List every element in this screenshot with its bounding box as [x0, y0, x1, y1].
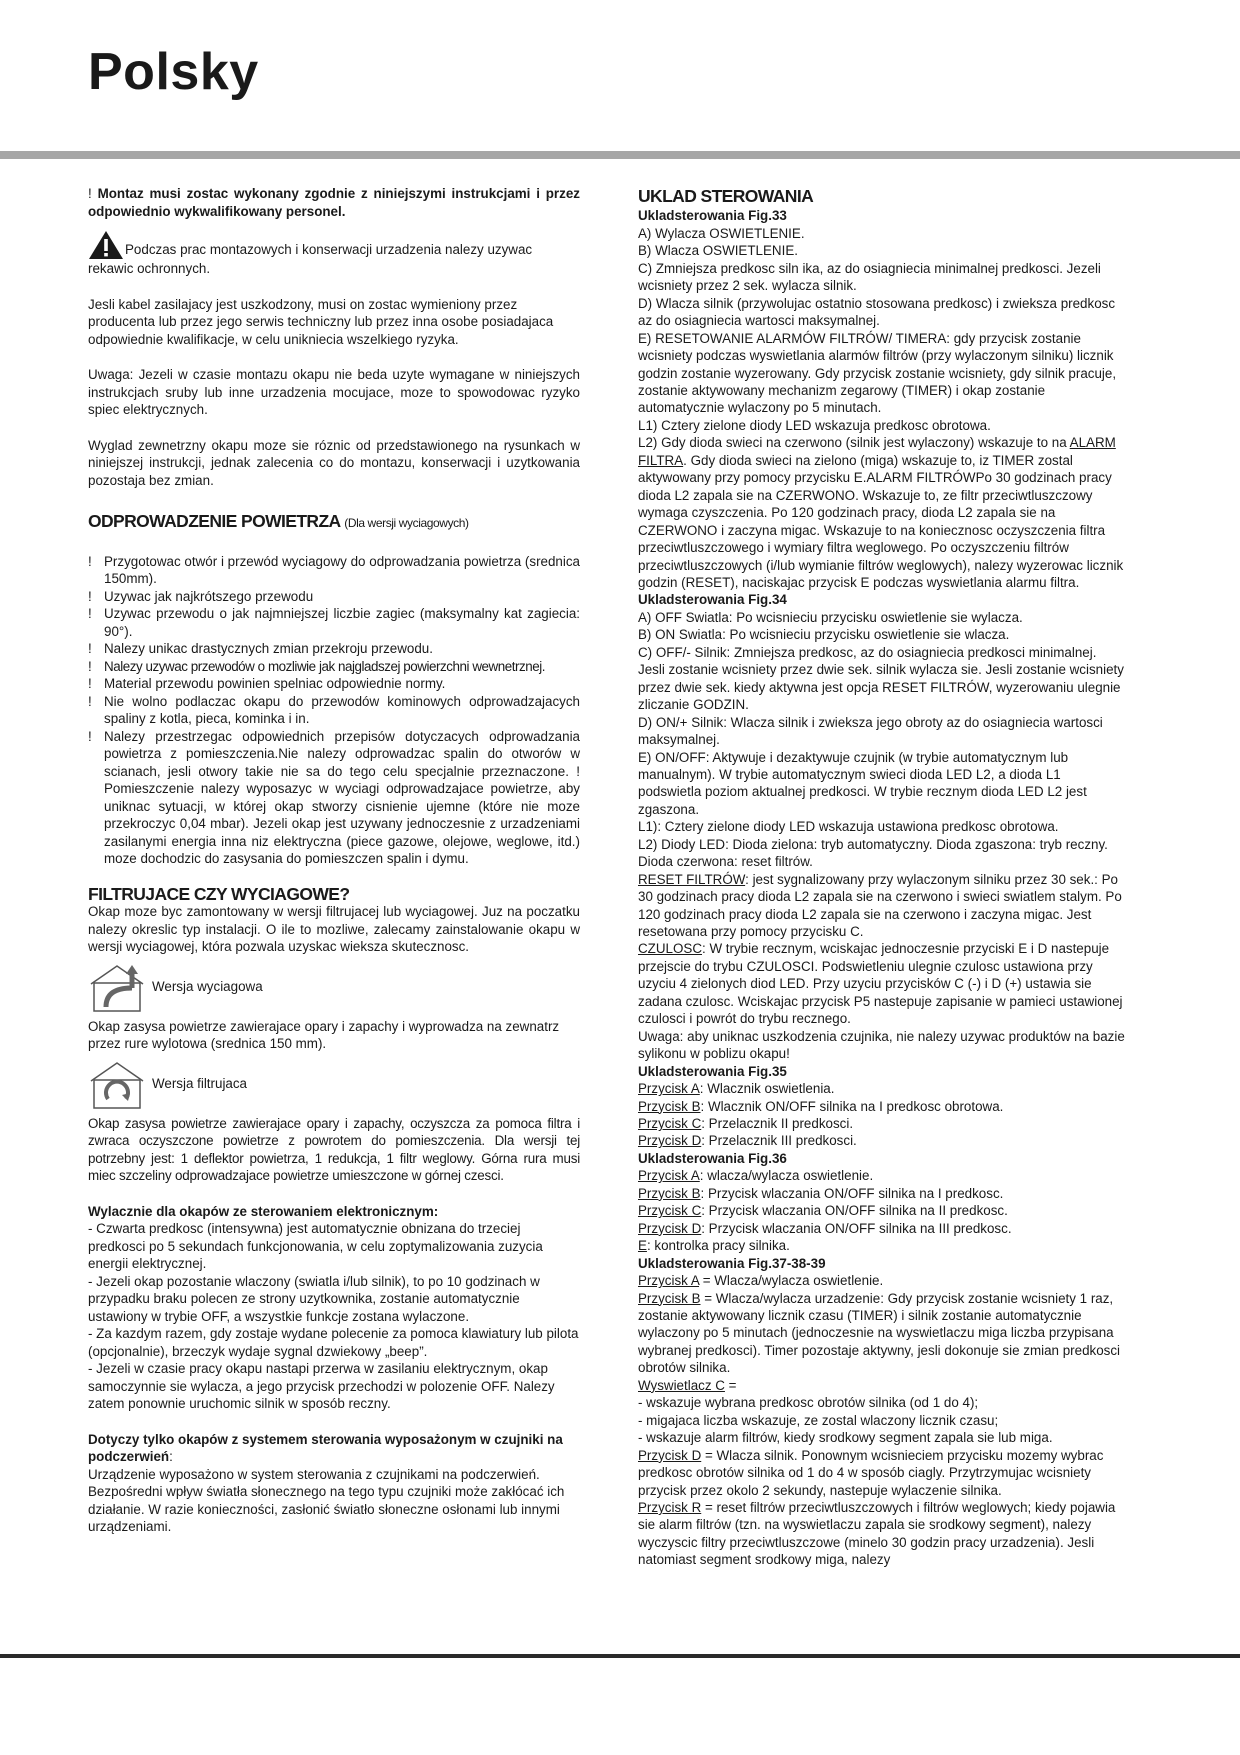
czulosc-term: CZULOSC	[638, 941, 702, 957]
fig33-line: B) Wlacza OSWIETLENIE.	[638, 243, 798, 259]
fig37-display-line: - migajaca liczba wskazuje, ze zostal wlaczony licznik czasu;	[638, 1412, 999, 1428]
list-item: ! Nalezy uzywac przewodów o mozliwie jak najgladszej powierzchni wewnetrznej.	[88, 658, 580, 676]
fig34-reset: RESET FILTRÓW: jest sygnalizowany przy wylaczonym silniku przez 30 sek.: Po 30 godzinach pracy dioda L2 zapala sie na czerwono i swieci swiatlem stalym. Po 120 godzinach pracy dioda L2 zapala sie na czerwono i zaczyna migac. Jest resetowana przy pomocy przycisku C.	[638, 871, 1122, 940]
list-item: ! Nalezy unikac drastycznych zmian przekroju przewodu.	[88, 640, 580, 658]
fig35-item: Przycisk A: Wlacznik oswietlenia.	[638, 1081, 835, 1097]
gloves-warning-text: Podczas prac montazowych i konserwacji urzadzenia nalezy uzywac rekawic ochronnych.	[88, 242, 533, 276]
fig33-line: E) RESETOWANIE ALARMÓW FILTRÓW/ TIMERA: gdy przycisk zostanie wcisniety podczas wyswietlania alarmów filtrów (przy wylaczonym silniku) licznik godzin zostanie wyzerowany. Gdy przycisk zostanie wcisniety, gdy silnik pracuje, zostanie aktywowany mechanizm zegarowy (TIMER) i okap zostanie automatycznie wylaczony po 5 minutach.	[638, 330, 1117, 416]
list-item: ! Przygotowac otwór i przewód wyciagowy do odprowadzania powietrza (srednica 150mm).	[88, 553, 580, 588]
list-item: ! Uzywac przewodu o jak najmniejszej liczbie zagiec (maksymalny kat zagiecia: 90°).	[88, 605, 580, 640]
fig33-line: A) Wylacza OSWIETLENIE.	[638, 225, 805, 241]
exhaust-house-icon	[88, 962, 146, 1012]
air-extraction-heading: ODPROWADZENIE POWIETRZA (Dla wersji wyciagowych)	[88, 511, 469, 531]
bottom-divider	[0, 1654, 1240, 1658]
fig33-line: D) Wlacza silnik (przywolujac ostatnio stosowana predkosc) i zwieksza predkosc az do osiagniecia wartosci maksymalnej.	[638, 295, 1116, 329]
electronic-line: - Jezeli w czasie pracy okapu nastapi przerwa w zasilaniu elektrycznym, okap samoczynnie sie wylacza, a jego przycisk przechodzi w polozenie OFF. Nalezy zatem ponownie uruchomic silnik w sposób reczny.	[88, 1361, 555, 1411]
fig34-line: E) ON/OFF: Aktywuje i dezaktywuje czujnik (w trybie automatycznym lub manualnym). W trybie automatycznym swieci dioda LED L2, a dioda L1 podswietla poziom aktualnej predkosci. W trybie recznym dioda LED L2 jest zgaszona.	[638, 749, 1087, 817]
reset-filtrow-term: RESET FILTRÓW	[638, 871, 746, 887]
fig37-title: Ukladsterowania Fig.37-38-39	[638, 1255, 826, 1271]
fig37-a: Przycisk A = Wlacza/wylacza oswietlenie.	[638, 1273, 884, 1289]
controls-heading: UKLAD STEROWANIA	[638, 186, 814, 206]
electronic-line: - Czwarta predkosc (intensywna) jest automatycznie obnizana do trzeciej predkosci po 5 sekundach funkcjonowania, w celu zoptymalizowania zuzycia energii elektrycznej.	[88, 1221, 543, 1271]
fig35-item: Przycisk B: Wlacznik ON/OFF silnika na I predkosc obrotowa.	[638, 1098, 1004, 1114]
filtering-paragraph: Okap zasysa powietrze zawierajace opary i zapachy, oczyszcza za pomoca filtra i zwraca oczyszczone powietrze z powrotem do pomieszczenia. Dla wersji tej potrzebny jest: 1 deflektor powietrza, 1 redukcja, 1 filtr weglowy. Górna rura musi miec szczeliny odprowadzajace powietrze umieszczone w górnej czesci.	[88, 1115, 580, 1183]
intro-bold-text: Montaz musi zostac wykonany zgodnie z niniejszymi instrukcjami i przez odpowiednio wykwalifikowany personel.	[88, 186, 580, 219]
recirculation-house-icon	[88, 1059, 146, 1109]
filter-or-exhaust-heading: FILTRUJACE CZY WYCIAGOWE?	[88, 883, 350, 904]
electronic-line: - Jezeli okap pozostanie wlaczony (swiatla i/lub silnik), to po 10 godzinach w przypadku braku polecen ze strony uzytkownika, zostanie automatycznie ustawiony w trybie OFF, a wszystkie funkcje zostana wylaczone.	[88, 1273, 540, 1324]
electronic-heading: Wylacznie dla okapów ze sterowaniem elektronicznym:	[88, 1203, 439, 1219]
fig36-item: Przycisk B: Przycisk wlaczania ON/OFF silnika na I predkosc.	[638, 1185, 1004, 1201]
fig36-item: Przycisk D: Przycisk wlaczania ON/OFF silnika na III predkosc.	[638, 1220, 1012, 1236]
right-column	[638, 188, 1126, 1569]
fig37-r: Przycisk R = reset filtrów przeciwtluszczowych i filtrów weglowych; kiedy pojawia sie alarm filtrów (tzn. na wyswietlaczu zapala sie srodkowy segment), nalezy wyczyscic filtry przeciwtluszczowe (minelo 30 godzin pracy urzadzenia). Jesli natomiast segment srodkowy miga, nalezy	[638, 1499, 1116, 1568]
fig36-item: Przycisk A: wlacza/wylacza oswietlenie.	[638, 1168, 874, 1184]
filter-or-exhaust-paragraph: Okap moze byc zamontowany w wersji filtrujacej lub wyciagowej. Juz na poczatku nalezy okreslic typ instalacji. O ile to mozliwe, zalecamy zainstalowanie okapu w wersji wyciagowej, która pozwala uzyskac wieksza skutecznosc.	[88, 904, 580, 954]
fig34-line: A) OFF Swiatla: Po wcisnieciu przycisku oswietlenie sie wylacza.	[638, 609, 1023, 625]
fig37-display-line: - wskazuje alarm filtrów, kiedy srodkowy segment zapala sie lub miga.	[638, 1430, 1053, 1446]
fig33-line: C) Zmniejsza predkosc siln ika, az do osiagniecia minimalnej predkosci. Jezeli wcisniety przez 2 sek. wylacza silnik.	[638, 260, 1101, 294]
cable-paragraph: Jesli kabel zasilajacy jest uszkodzony, musi on zostac wymieniony przez producenta lub przez jego serwis techniczny lub przez inna osobe posiadajaca odpowiednie kwalifikacje, w celu unikniecia wszelkiego ryzyka.	[88, 296, 554, 347]
note-paragraph: Uwaga: Jezeli w czasie montazu okapu nie beda uzyte wymagane w niniejszych instrukcjach sruby lub inne urzadzenia mocujace, moze to spowodowac ryzyko spiec elektrycznych.	[88, 367, 580, 417]
exhaust-version-figure	[88, 962, 580, 1012]
fig36-item: E: kontrolka pracy silnika.	[638, 1238, 790, 1254]
fig33-title: Ukladsterowania Fig.33	[638, 208, 787, 224]
fig35-item: Przycisk C: Przelacznik II predkosci.	[638, 1116, 854, 1132]
intro-bang: !	[88, 186, 92, 201]
list-item: ! Nie wolno podlaczac okapu do przewodów kominowych odprowadzajacych spaliny z kotla, pieca, kominka i in.	[88, 693, 580, 728]
air-extraction-list	[88, 553, 580, 868]
top-divider	[0, 151, 1240, 159]
gloves-warning	[88, 230, 580, 278]
alarm-filtra-term: ALARM FILTRA	[638, 435, 1116, 468]
fig34-line: B) ON Swiatla: Po wcisnieciu przycisku oswietlenie sie wlacza.	[638, 627, 1010, 643]
fig36-title: Ukladsterowania Fig.36	[638, 1150, 787, 1166]
fig34-czulosc: CZULOSC: W trybie recznym, wciskajac jednoczesnie przyciski E i D nastepuje przejscie do trybu CZULOSCI. Podswietleniu ulegnie czulosc ustawiona przy uzyciu 4 zielonych diod LED. Przy uzyciu przycisków C (-) i D (+) ustawia sie zadana czulosc. Wciskajac przycisk P5 nastepuje zapisanie w pamieci ustawionej czulosci i powrót do trybu recznego.	[638, 941, 1123, 1027]
electronic-line: - Za kazdym razem, gdy zostaje wydane polecenie za pomoca klawiatury lub pilota (opcjonalnie), brzeczyk wydaje sygnal dzwiekowy „beep”.	[88, 1326, 579, 1359]
left-column	[88, 185, 580, 1536]
intro-warning	[88, 185, 580, 220]
fig34-uwaga: Uwaga: aby uniknac uszkodzenia czujnika, nie nalezy uzywac produktów na bazie sylikonu w poblizu okapu!	[638, 1028, 1125, 1062]
fig37-d: Przycisk D = Wlacza silnik. Ponownym wcisnieciem przycisku mozemy wybrac predkosc obrotów silnika od 1 do 4 w sposób ciagly. Przytrzymujac wcisniety przycisk przez okolo 2 sekundy, nastepuje wylaczenie silnika.	[638, 1447, 1104, 1498]
fig37-display: Wyswietlacz C =	[638, 1377, 737, 1393]
list-item: ! Material przewodu powinien spelniac odpowiednie normy.	[88, 675, 580, 693]
fig34-line: L2) Diody LED: Dioda zielona: tryb automatyczny. Dioda zgaszona: tryb reczny. Dioda czerwona: reset filtrów.	[638, 836, 1108, 870]
fig36-item: Przycisk C: Przycisk wlaczania ON/OFF silnika na II predkosc.	[638, 1203, 1008, 1219]
fig35-item: Przycisk D: Przelacznik III predkosci.	[638, 1133, 857, 1149]
page-title: Polsky	[88, 43, 259, 101]
filter-version-figure	[88, 1059, 580, 1109]
list-item: ! Uzywac jak najkrótszego przewodu	[88, 588, 580, 606]
appearance-paragraph: Wyglad zewnetrzny okapu moze sie róznic od przedstawionego na rysunkach w niniejszej instrukcji, jednak zalecenia co do montazu, konserwacji i uzytkowania pozostaja bez zmian.	[88, 437, 580, 488]
fig35-title: Ukladsterowania Fig.35	[638, 1063, 787, 1079]
fig34-title: Ukladsterowania Fig.34	[638, 592, 787, 608]
list-item: ! Nalezy przestrzegac odpowiednich przepisów dotyczacych odprowadzania powietrza z pomieszczenia.Nie nalezy odprowadzac spalin do otworów w scianach, jesli otwory takie nie sa do tego celu specjalnie przeznaczone. ! Pomieszczenie nalezy wyposazyc w wyciagi odprowadzajace powietrze, aby uniknac sytuacji, w której okap stworzy cisnienie ujemne (które nie moze przekroczyc 0,04 mbar). Jezeli okap jest uzywany jednoczesnie z urzadzeniami zasilanymi energia inna niz elektryczna (piece gazowe, olejowe, weglowe, itd.) moze dochodzic do zasysania do pomieszczen spalin i dymu.	[88, 728, 580, 868]
fig34-line: D) ON/+ Silnik: Wlacza silnik i zwieksza jego obroty az do osiagniecia wartosci maksymalnej.	[638, 714, 1103, 748]
infrared-heading: Dotyczy tylko okapów z systemem sterowania wyposażonym w czujniki na podczerwień:	[88, 1431, 563, 1464]
fig34-line: L1): Cztery zielone diody LED wskazuja ustawiona predkosc obrotowa.	[638, 819, 1059, 835]
exhaust-paragraph: Okap zasysa powietrze zawierajace opary i zapachy i wyprowadza na zewnatrz przez rure wylotowa (srednica 150 mm).	[88, 1018, 560, 1051]
infrared-paragraph: Urządzenie wyposażono w system sterowania z czujnikami na podczerwień. Bezpośredni wpływ światła słonecznego na tego typu czujniki może zakłócać ich działanie. W razie konieczności, zasłonić światło słoneczne osłonami lub innymi urządzeniami.	[88, 1466, 565, 1534]
fig34-line: C) OFF/- Silnik: Zmniejsza predkosc, az do osiagniecia predkosci minimalnej. Jesli zostanie wcisniety przez dwie sek. silnik wylacza sie. Jesli zostanie wcisniety przez dwie sek. kiedy aktywna jest opcja RESET FILTRÓW, wyzerowaniu ulegnie zliczanie GODZIN.	[638, 644, 1124, 713]
warning-icon	[88, 230, 124, 260]
exhaust-version-label: Wersja wyciagowa	[152, 978, 263, 994]
fig37-b: Przycisk B = Wlacza/wylacza urzadzenie: Gdy przycisk zostanie wcisniety 1 raz, zostanie aktywowany licznik czasu (TIMER) i silnik zostanie automatycznie wylaczony po 5 minutach (jednoczesnie na wyswietlaczu miga liczba przypisana wybranej predkosci). Timer pozostaje aktywny, jesli dokonuje sie zmian predkosci obrotów silnika.	[638, 1290, 1121, 1376]
air-extraction-subheading: (Dla wersji wyciagowych)	[344, 516, 469, 530]
fig33-line: L1) Cztery zielone diody LED wskazuja predkosc obrotowa.	[638, 417, 991, 433]
filter-version-label: Wersja filtrujaca	[152, 1075, 248, 1091]
fig37-display-line: - wskazuje wybrana predkosc obrotów silnika (od 1 do 4);	[638, 1395, 979, 1411]
fig33-l2: L2) Gdy dioda swieci na czerwono (silnik jest wylaczony) wskazuje to na ALARM FILTRA. Gdy dioda swieci na zielono (miga) wskazuje to, iz TIMER zostal aktywowany przy pomocy przycisku E.ALARM FILTRÓWPo 30 godzinach pracy dioda L2 zapala sie na CZERWONO. Wskazuje to, ze filtr przeciwtluszczowy wymaga czyszczenia. Po 120 godzinach pracy, dioda L2 zapala sie na CZERWONO i zaczyna migac. Wskazuje to na koniecznosc oczyszczenia filtra przeciwtluszczowego i wymiary filtra weglowego. Po oczyszczeniu filtrów przeciwtluszczowych (i/lub wymianie filtrów weglowych), nalezy wyzerowac licznik godzin (RESET), naciskajac przycisk E podczas wyswietlania alarmu filtra.	[638, 435, 1124, 590]
